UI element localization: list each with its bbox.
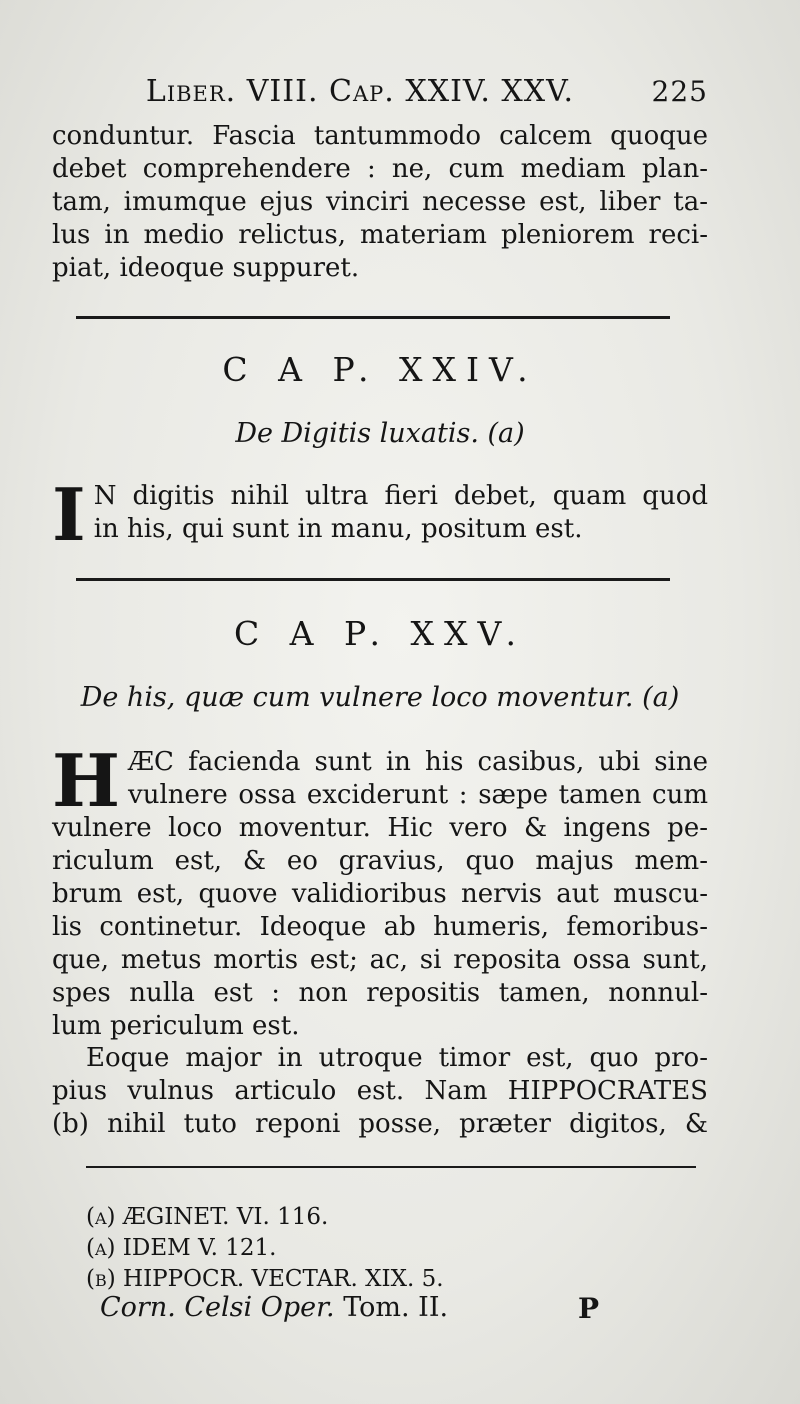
text-line: que, metus mortis est; ac, si reposita ossa sunt,	[52, 945, 708, 975]
chapter-25-title: C A P. XXV.	[233, 614, 527, 653]
text-line: riculum est, & eo gravius, quo majus mem-	[52, 846, 708, 876]
footnote: (b) HIPPOCR. VECTAR. XIX. 5.	[86, 1266, 444, 1292]
text-line: brum est, quove validioribus nervis aut muscu-	[52, 879, 708, 909]
page-number: 225	[651, 74, 708, 108]
chapter-25-paragraph-1	[52, 738, 708, 1043]
text-line: debet comprehendere : ne, cum mediam plan-	[52, 154, 708, 184]
footnote-divider	[86, 1166, 696, 1168]
signature-text: Corn. Celsi Oper.	[100, 1292, 335, 1323]
dropcap-letter: H	[52, 738, 121, 823]
chapter-25-paragraph-2	[52, 1042, 708, 1141]
running-head	[52, 66, 708, 116]
footnotes	[86, 1202, 444, 1295]
chapter-24-paragraph	[52, 472, 708, 557]
section-divider	[76, 316, 670, 319]
footnote: (a) ÆGINET. VI. 116.	[86, 1204, 329, 1230]
chapter-25-subtitle: De his, quæ cum vulnere loco moventur. (a)	[80, 682, 680, 713]
text-line: piat, ideoque suppuret.	[52, 253, 360, 283]
running-head-title: Liber. VIII. Cap. XXIV. XXV.	[145, 73, 575, 109]
footnote: (a) IDEM V. 121.	[86, 1235, 277, 1261]
dropcap-letter: I	[52, 472, 86, 557]
text-line: pius vulnus articulo est. Nam HIPPOCRATES	[52, 1076, 708, 1106]
text-line: spes nulla est : non repositis tamen, nonnul-	[52, 978, 708, 1008]
text-line: N digitis nihil ultra fieri debet, quam quod	[93, 481, 708, 511]
chapter-24-title: C A P. XXIV.	[222, 350, 538, 389]
section-divider	[76, 578, 670, 581]
text-line: Eoque major in utroque timor est, quo pro-	[86, 1043, 708, 1073]
text-line: conduntur. Fascia tantummodo calcem quoque	[52, 121, 708, 151]
text-line: in his, qui sunt in manu, positum est.	[93, 514, 583, 544]
text-line: ÆC facienda sunt in his casibus, ubi sine	[128, 747, 708, 777]
signature-tome: Tom. II.	[343, 1292, 449, 1323]
text-line: (b) nihil tuto reponi posse, præter digitos, &	[52, 1109, 708, 1139]
text-line: tam, imumque ejus vinciri necesse est, liber ta-	[52, 187, 708, 217]
signature-mark: P	[578, 1292, 600, 1325]
text-line: vulnere ossa exciderunt : sæpe tamen cum	[128, 780, 708, 810]
text-line: lis continetur. Ideoque ab humeris, femoribus-	[52, 912, 708, 942]
text-line: lum periculum est.	[52, 1011, 300, 1041]
chapter-24-subtitle: De Digitis luxatis. (a)	[235, 418, 525, 449]
opening-paragraph	[52, 120, 708, 285]
text-line: lus in medio relictus, materiam pleniorem reci-	[52, 220, 708, 250]
signature-line	[100, 1292, 600, 1323]
text-line: vulnere loco moventur. Hic vero & ingens pe-	[52, 813, 708, 843]
